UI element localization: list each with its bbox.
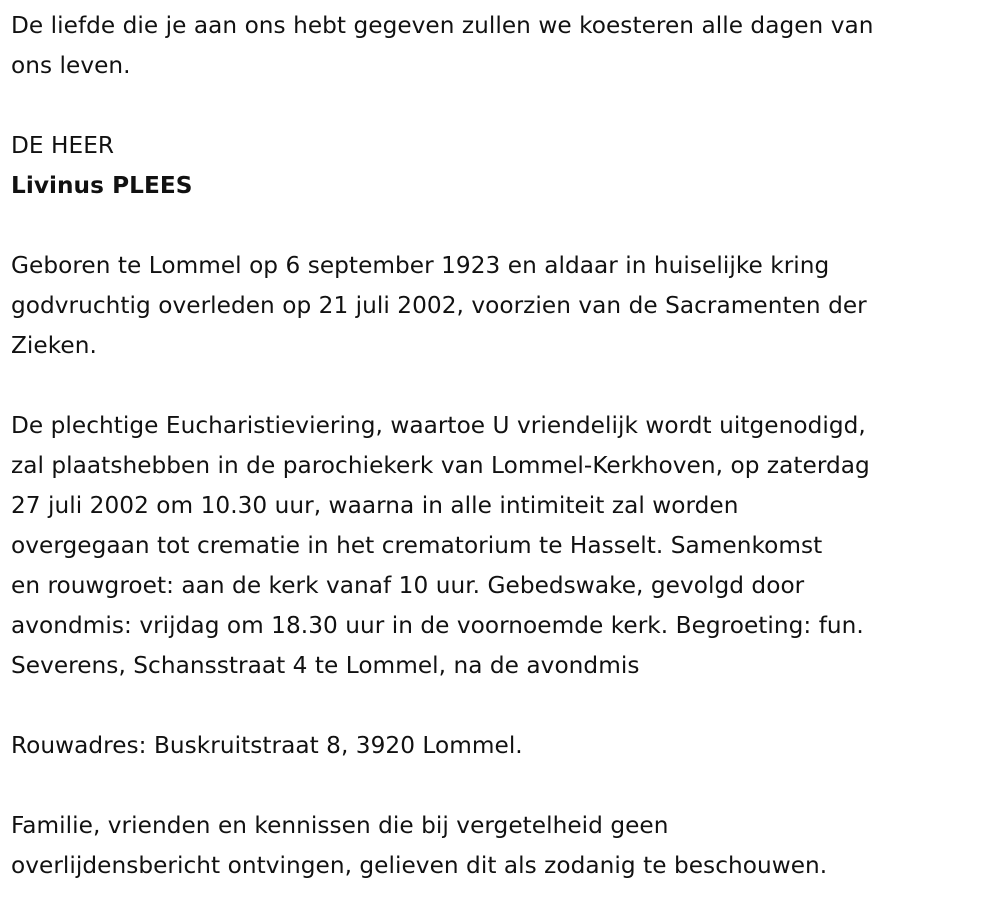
deceased-name: Livinus PLEES [11, 172, 193, 199]
birth-death-paragraph: Geboren te Lommel op 6 september 1923 en aldaar in huiselijke kring godvruchtig overleden op 21 juli 2002, voorzien van de Sacramenten der Zieken. [11, 252, 867, 359]
spacer [11, 766, 1000, 806]
ceremony-paragraph: De plechtige Eucharistieviering, waartoe U vriendelijk wordt uitgenodigd, zal plaatshebben in de parochiekerk van Lommel-Kerkhoven, op zaterdag 27 juli 2002 om 10.30 uur, waarna in alle intimiteit zal worden overgegaan tot crematie in het crematorium te Hasselt. Samenkomst en rouwgroet: aan de kerk vanaf 10 uur. Gebedswake, gevolgd door avondmis: vrijdag om 18.30 uur in de voornoemde kerk. Begroeting: fun. Severens, Schansstraat 4 te Lommel, na de avondmis [11, 412, 870, 679]
mourning-address: Rouwadres: Buskruitstraat 8, 3920 Lommel. [11, 732, 523, 759]
spacer [11, 206, 1000, 246]
spacer [11, 86, 1000, 126]
title-prefix: DE HEER [11, 132, 115, 159]
opening-quote: De liefde die je aan ons hebt gegeven zullen we koesteren alle dagen van ons leven. [11, 12, 874, 79]
spacer [11, 366, 1000, 406]
closing-note: Familie, vrienden en kennissen die bij vergetelheid geen overlijdensbericht ontvingen, gelieven dit als zodanig te beschouwen. [11, 812, 828, 879]
spacer [11, 686, 1000, 726]
